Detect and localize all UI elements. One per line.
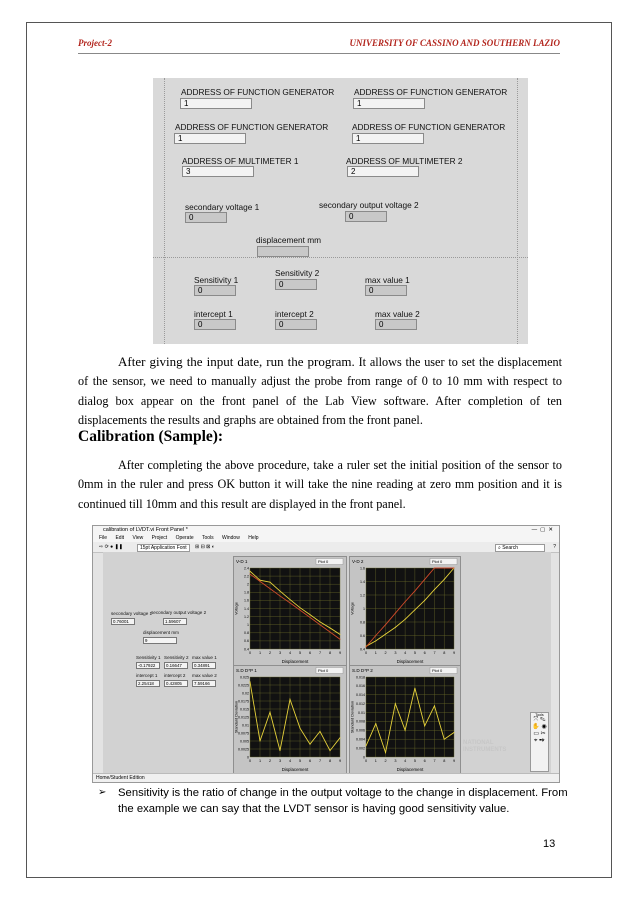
- disp-indicator: [257, 246, 309, 257]
- chart-point: [320, 624, 321, 625]
- bullet-text: Sensitivity is the ratio of change in the output voltage to the change in displacement. From the example we can say that the LVDT sensor is having good sensitivity value.: [118, 787, 568, 815]
- chart-xtick: 5: [413, 759, 417, 763]
- chart-svg: [350, 557, 460, 665]
- mm2-label: ADDRESS OF MULTIMETER 2: [346, 156, 463, 166]
- sens1-label: Sensitivity 1: [136, 655, 161, 660]
- max1-label: max value 1: [192, 655, 217, 660]
- chart-ytick: 0.016: [356, 684, 365, 689]
- chart-xlabel: Displacement: [396, 767, 424, 772]
- menu-bar: [93, 535, 559, 542]
- chart-point: [260, 580, 261, 581]
- int1-indicator: 2.25418: [136, 680, 160, 687]
- paragraph-calibration-text: After completing the above procedure, take a ruler set the initial position of the sensor to 0mm in the ruler and press OK button it will take the nine reading at zero mm position and it is continued till 10mm and this result are displayed in the front panel.: [78, 458, 562, 511]
- chart-ytick: 0.008: [356, 719, 365, 724]
- sov2-indicator: 0: [345, 211, 387, 222]
- chart-point: [310, 744, 311, 745]
- labview-results-screenshot: [92, 525, 560, 783]
- help-icon[interactable]: ?: [553, 544, 556, 550]
- chart-ytick: 1: [363, 606, 365, 611]
- chart-point: [330, 750, 331, 751]
- chart-legend: Plot 0: [318, 559, 329, 564]
- chart-point: [300, 607, 301, 608]
- chart-xtick: 5: [413, 651, 417, 655]
- chart-point: [260, 741, 261, 742]
- fg-address-input-4[interactable]: 1: [352, 133, 424, 144]
- chart-ylabel: Standard Deviation: [234, 700, 239, 734]
- chart-point: [260, 581, 261, 582]
- chart-ytick: 0.005: [240, 739, 249, 744]
- chart-xtick: 6: [423, 759, 426, 763]
- ni-logo: NATIONAL INSTRUMENTS: [463, 740, 507, 753]
- int1-label: intercept 1: [194, 309, 233, 319]
- tools-label: Tools: [535, 713, 544, 717]
- chart-ytick: 2.4: [244, 566, 249, 571]
- chart-vd1: [233, 556, 347, 666]
- chart-xtick: 5: [299, 651, 302, 655]
- max2-indicator: 7.59166: [192, 680, 216, 687]
- chart-ytick: 0.0125: [238, 715, 249, 720]
- header-university: UNIVERSITY OF CASSINO AND SOUTHERN LAZIO: [349, 38, 560, 48]
- menu-window[interactable]: Window: [222, 535, 240, 541]
- chart-ytick: 0.01: [358, 710, 365, 715]
- max2-label: max value 2: [375, 309, 420, 319]
- chart-point: [250, 571, 251, 572]
- max1-indicator: 0: [365, 285, 407, 296]
- front-panel-canvas: [103, 552, 551, 774]
- chart-point: [375, 640, 376, 641]
- chart-xlabel: Displacement: [281, 659, 309, 664]
- chart-ytick: 0.004: [356, 737, 365, 742]
- chart-xtick: 8: [443, 651, 446, 655]
- mm1-input[interactable]: 3: [182, 166, 254, 177]
- menu-file[interactable]: File: [99, 535, 108, 541]
- chart-xtick: 0: [249, 651, 252, 655]
- sov2-label: secondary output voltage 2: [319, 200, 419, 210]
- chart-legend: Plot 0: [432, 559, 443, 564]
- paragraph-lead: After giving the input date, run the program.: [118, 354, 355, 369]
- chart-xtick: 2: [269, 651, 272, 655]
- chart-ytick: 1.2: [360, 593, 365, 598]
- chart-xtick: 2: [269, 759, 272, 763]
- chart-point: [330, 627, 331, 628]
- chart-point: [405, 619, 406, 620]
- chart-point: [310, 617, 311, 618]
- sens2-label: Sensitivity 2: [164, 655, 189, 660]
- chart-point: [330, 631, 331, 632]
- chart-point: [320, 621, 321, 622]
- chart-point: [300, 728, 301, 729]
- chart-ylabel: Voltage: [234, 602, 239, 615]
- chart-ytick: 0.0225: [238, 683, 249, 688]
- chart-legend: Plot 0: [318, 668, 329, 673]
- chart-ytick: 2.2: [244, 574, 249, 579]
- tools-icon[interactable]: ⤧ ✎ ✋ ◉ ▭ ✂ ⌖ ✒: [532, 717, 547, 744]
- chart-ytick: 0.6: [360, 633, 365, 638]
- chart-point: [434, 568, 435, 569]
- chart-plot-area: [366, 677, 454, 757]
- chart-xtick: 7: [319, 651, 322, 655]
- chart-point: [320, 731, 321, 732]
- int2-indicator: 0.42805: [164, 680, 188, 687]
- labview-input-panel: [153, 78, 528, 344]
- chart-point: [310, 614, 311, 615]
- chart-xtick: 8: [329, 759, 332, 763]
- chart-xtick: 1: [374, 759, 377, 763]
- paragraph-run-program: [78, 352, 562, 431]
- chart-ytick: 0.8: [360, 620, 365, 625]
- search-icon: ⌕: [498, 545, 501, 551]
- chart-point: [424, 579, 425, 580]
- chart-point: [340, 634, 341, 635]
- sens2-indicator: 0.16647: [164, 662, 188, 669]
- chart-point: [250, 681, 251, 682]
- chart-ytick: 1: [247, 623, 249, 627]
- chart-point: [290, 699, 291, 700]
- chart-point: [424, 725, 425, 726]
- chart-ytick: 1.2: [244, 614, 249, 619]
- mm1-label: ADDRESS OF MULTIMETER 1: [182, 156, 299, 166]
- chart-xtick: 4: [289, 651, 292, 655]
- chart-xtick: 7: [319, 759, 322, 763]
- chart-point: [414, 688, 415, 689]
- chart-xtick: 0: [365, 759, 368, 763]
- chart-ytick: 0.025: [240, 675, 249, 680]
- fg-address-input-3[interactable]: 1: [174, 133, 246, 144]
- chart-ytick: 0.006: [356, 728, 365, 733]
- chart-ytick: 0.0175: [238, 699, 249, 704]
- mm2-input[interactable]: 2: [347, 166, 419, 177]
- window-titlebar: [93, 526, 559, 535]
- chart-ytick: 0.6: [244, 639, 249, 644]
- chart-point: [405, 730, 406, 731]
- chart-ytick: 0.02: [242, 691, 249, 696]
- chart-point: [385, 752, 386, 753]
- chart-xtick: 4: [404, 651, 407, 655]
- sv1-label: secondary voltage 1: [185, 202, 260, 212]
- chart-point: [414, 609, 415, 610]
- chart-point: [340, 737, 341, 738]
- chart-xtick: 0: [249, 759, 252, 763]
- section-heading: Calibration (Sample):: [78, 428, 224, 445]
- arrow-bullet-icon: ➢: [98, 787, 107, 798]
- disp-label: displacement mm: [143, 630, 179, 635]
- chart-xtick: 5: [299, 759, 302, 763]
- chart-xlabel: Displacement: [281, 767, 309, 772]
- header-project: Project-2: [78, 38, 112, 48]
- chart-xtick: 6: [309, 651, 312, 655]
- menu-edit[interactable]: Edit: [115, 535, 125, 541]
- chart-point: [385, 624, 386, 625]
- chart-point: [454, 568, 455, 569]
- chart-xtick: 9: [339, 759, 342, 763]
- chart-vd2: [349, 556, 461, 666]
- chart-ytick: 0.01: [242, 723, 249, 728]
- chart-ytick: 0.014: [356, 693, 365, 698]
- paragraph-calibration: [78, 456, 562, 514]
- chart-point: [424, 600, 425, 601]
- chart-ytick: 0.002: [356, 746, 365, 751]
- chart-point: [280, 591, 281, 592]
- int2-label: intercept 2: [164, 673, 186, 678]
- bullet-sensitivity: [98, 785, 568, 817]
- menu-help[interactable]: Help: [248, 535, 259, 541]
- max1-label: max value 1: [365, 275, 410, 285]
- fg-address-label-1: ADDRESS OF FUNCTION GENERATOR: [181, 87, 335, 97]
- menu-view[interactable]: View: [132, 535, 144, 541]
- chart-xtick: 9: [453, 759, 456, 763]
- sens1-label: Sensitivity 1: [194, 275, 239, 285]
- search-input[interactable]: ⌕ Search: [495, 544, 545, 552]
- chart-xtick: 4: [289, 759, 292, 763]
- chart-point: [395, 703, 396, 704]
- menu-tools[interactable]: Tools: [201, 535, 214, 541]
- chart-title: S.D D*P 1: [236, 668, 257, 673]
- chart-point: [395, 627, 396, 628]
- chart-point: [366, 646, 367, 647]
- chart-point: [250, 574, 251, 575]
- chart-xtick: 6: [423, 651, 426, 655]
- chart-xtick: 8: [443, 759, 446, 763]
- chart-xtick: 3: [279, 651, 282, 655]
- chart-point: [340, 639, 341, 640]
- chart-xtick: 6: [309, 759, 312, 763]
- align-icon[interactable]: ⊞ ⊟ ⊠ ◐: [195, 544, 215, 550]
- chart-ytick: 0.018: [356, 675, 365, 680]
- chart-xtick: 9: [453, 651, 456, 655]
- chart-ytick: 0.4: [360, 647, 365, 652]
- chart-xtick: 0: [365, 651, 368, 655]
- chart-point: [444, 739, 445, 740]
- chart-ytick: 1.6: [360, 566, 365, 571]
- paragraph-rest: It allows the user to set the displacement of the sensor, we need to manually adjust the probe from range of 0 to 10 mm with respect to dialog box appear on the front panel of the Lab View software. After completion of ten displacements the results and graphs are obtained from the front panel.: [78, 355, 562, 428]
- chart-point: [454, 732, 455, 733]
- chart-point: [375, 723, 376, 724]
- sov2-label: secondary output voltage 2: [151, 610, 207, 615]
- chart-point: [290, 602, 291, 603]
- run-icon[interactable]: ⇨ ⟳ ● ❚❚: [99, 544, 123, 550]
- chart-xtick: 3: [279, 759, 282, 763]
- status-bar: Home/Student Edition: [93, 773, 559, 782]
- int2-label: intercept 2: [275, 309, 314, 319]
- chart-point: [290, 599, 291, 600]
- fg-address-input-1[interactable]: 1: [180, 98, 252, 109]
- chart-ytick: 1.4: [360, 579, 365, 584]
- sv1-indicator: 0.76001: [111, 618, 135, 625]
- chart-point: [385, 634, 386, 635]
- chart-xtick: 1: [259, 759, 262, 763]
- sens1-indicator: 0: [194, 285, 236, 296]
- menu-project[interactable]: Project: [151, 535, 168, 541]
- chart-ytick: 0.4: [244, 647, 249, 652]
- chart-sd1: [233, 665, 347, 774]
- page-number: 13: [543, 838, 556, 850]
- font-select[interactable]: 15pt Application Font: [137, 544, 190, 552]
- chart-ylabel: Standard Deviation: [350, 700, 355, 734]
- chart-legend: Plot 0: [432, 668, 443, 673]
- chart-ytick: 1.6: [244, 598, 249, 603]
- fg-address-input-2[interactable]: 1: [353, 98, 425, 109]
- chart-ytick: 0.015: [240, 707, 249, 712]
- chart-xtick: 7: [433, 759, 436, 763]
- chart-ytick: 0: [363, 755, 365, 760]
- chart-xtick: 7: [433, 651, 436, 655]
- chart-point: [395, 613, 396, 614]
- sens2-indicator: 0: [275, 279, 317, 290]
- chart-svg: [234, 666, 346, 773]
- menu-operate[interactable]: Operate: [175, 535, 194, 541]
- chart-ytick: 0.0025: [238, 747, 249, 752]
- max1-indicator: 0.34891: [192, 662, 216, 669]
- max2-label: max value 2: [192, 673, 217, 678]
- fg-address-label-2: ADDRESS OF FUNCTION GENERATOR: [354, 87, 508, 97]
- int1-indicator: 0: [194, 319, 236, 330]
- chart-point: [270, 588, 271, 589]
- chart-point: [270, 582, 271, 583]
- chart-point: [444, 568, 445, 569]
- header-rule: [78, 53, 560, 54]
- chart-ytick: 2: [247, 582, 249, 587]
- disp-label: displacement mm: [256, 235, 322, 245]
- chart-point: [300, 610, 301, 611]
- chart-xtick: 2: [384, 651, 387, 655]
- chart-ytick: 0.012: [356, 701, 365, 706]
- disp-indicator: 9: [143, 637, 177, 644]
- chart-svg: [234, 557, 346, 665]
- chart-sd2: [349, 665, 461, 774]
- chart-title: V-D 1: [236, 559, 248, 564]
- window-title: calibration of LVDT.vi Front Panel *: [103, 527, 188, 533]
- chart-point: [444, 579, 445, 580]
- fg-address-label-4: ADDRESS OF FUNCTION GENERATOR: [352, 122, 506, 132]
- chart-ytick: 0.0075: [238, 731, 249, 736]
- chart-xtick: 4: [404, 759, 407, 763]
- chart-point: [405, 601, 406, 602]
- int1-label: intercept 1: [136, 673, 158, 678]
- chart-point: [280, 750, 281, 751]
- sv1-indicator: 0: [185, 212, 227, 223]
- chart-point: [280, 595, 281, 596]
- chart-xtick: 2: [384, 759, 387, 763]
- chart-point: [375, 635, 376, 636]
- chart-point: [434, 589, 435, 590]
- sens2-label: Sensitivity 2: [275, 268, 320, 278]
- chart-xtick: 8: [329, 651, 332, 655]
- chart-ylabel: Voltage: [350, 602, 355, 615]
- chart-point: [414, 590, 415, 591]
- chart-point: [270, 712, 271, 713]
- chart-xtick: 1: [374, 651, 377, 655]
- sov2-indicator: 1.59607: [163, 618, 187, 625]
- chart-svg: [350, 666, 460, 773]
- chart-title: V-D 2: [352, 559, 364, 564]
- chart-ytick: 1.4: [244, 606, 249, 611]
- chart-xlabel: Displacement: [396, 659, 424, 664]
- chart-title: S.D D*P 2: [352, 668, 373, 673]
- chart-xtick: 3: [394, 651, 397, 655]
- chart-xtick: 1: [259, 651, 262, 655]
- chart-xtick: 9: [339, 651, 342, 655]
- fg-address-label-3: ADDRESS OF FUNCTION GENERATOR: [175, 122, 329, 132]
- window-controls-icon[interactable]: — ▢ ✕: [531, 527, 553, 533]
- chart-xtick: 3: [394, 759, 397, 763]
- chart-point: [434, 705, 435, 706]
- chart-ytick: 1.8: [244, 590, 249, 595]
- chart-ytick: 0: [247, 755, 249, 760]
- max2-indicator: 0: [375, 319, 417, 330]
- chart-ytick: 0.8: [244, 631, 249, 636]
- sv1-label: secondary voltage 1: [111, 611, 153, 616]
- tools-palette[interactable]: [530, 712, 549, 772]
- int2-indicator: 0: [275, 319, 317, 330]
- chart-point: [366, 745, 367, 746]
- sens1-indicator: -0.17922: [136, 662, 160, 669]
